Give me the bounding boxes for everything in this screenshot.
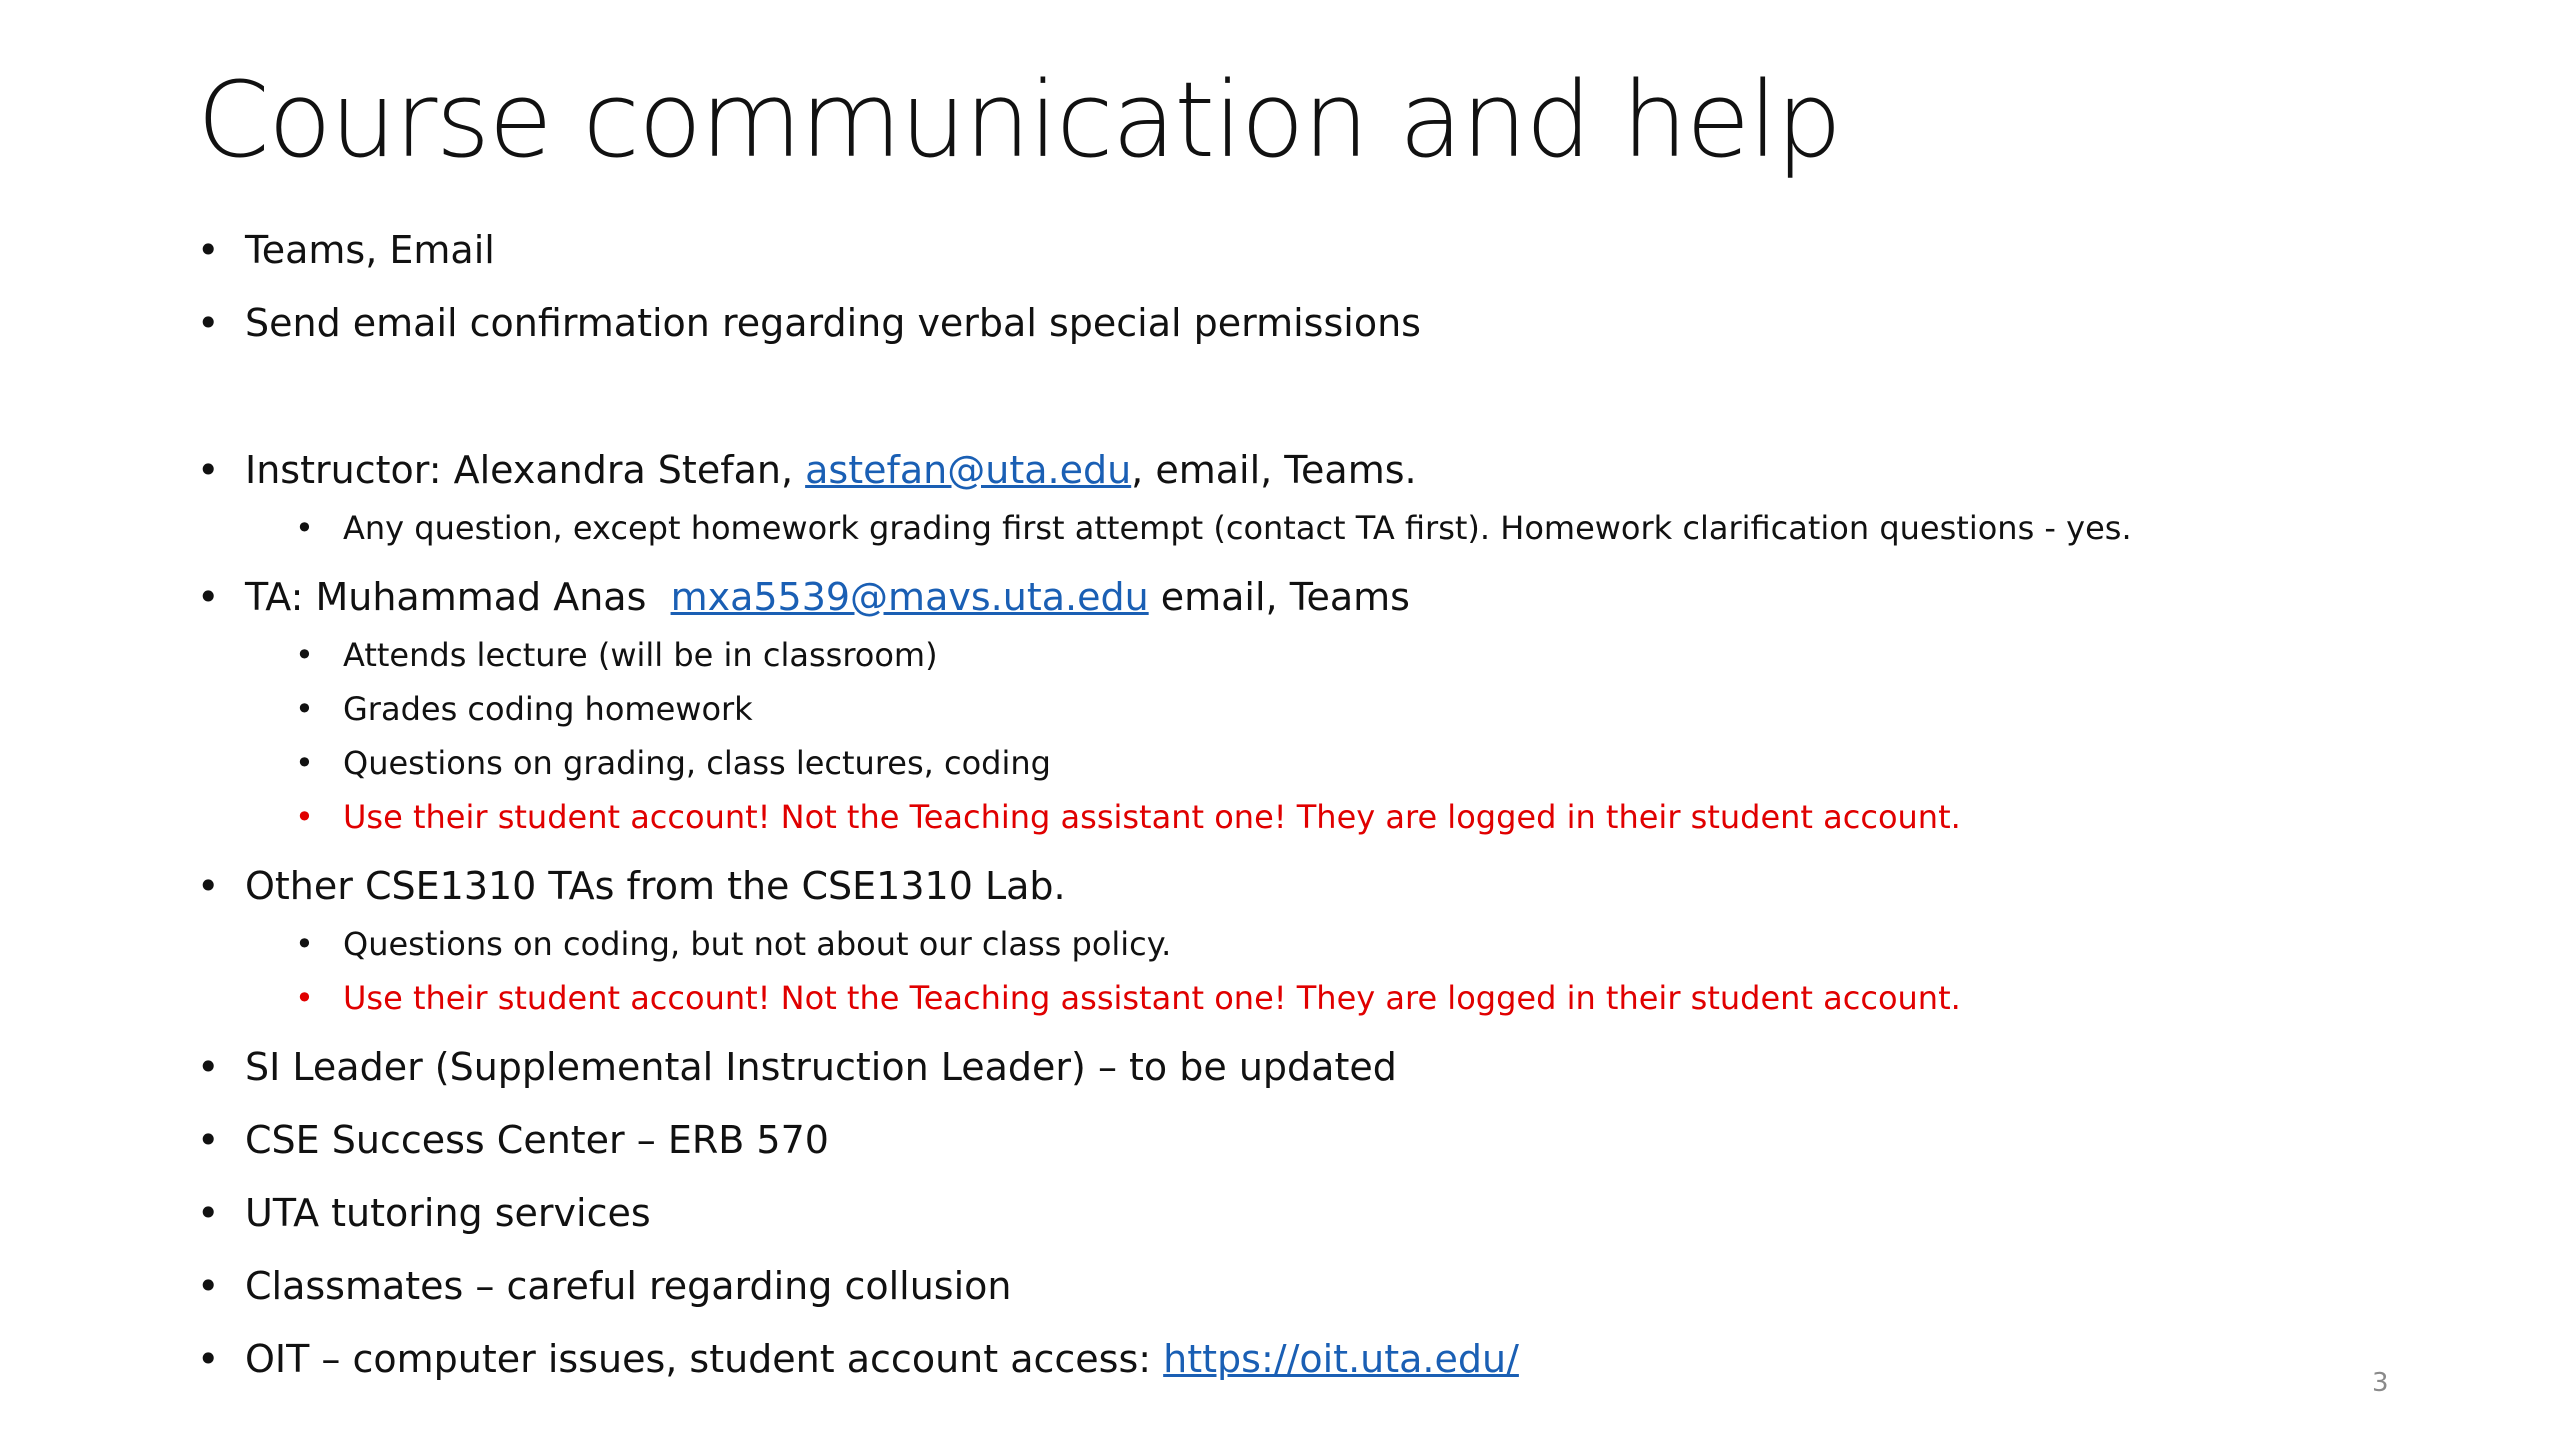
bullet-text: UTA tutoring services	[245, 1191, 651, 1235]
bullet-teams-email	[197, 224, 2397, 276]
bullet-dot-icon: •	[295, 690, 314, 728]
bullet-dot-icon: •	[197, 1264, 220, 1308]
sub-bullet-other-tas-questions	[197, 922, 2397, 966]
bullet-text: Other CSE1310 TAs from the CSE1310 Lab.	[245, 864, 1066, 908]
warning-text: Use their student account! Not the Teaching assistant one! They are logged in their student account.	[343, 798, 1961, 836]
bullet-dot-icon: •	[197, 864, 220, 908]
bullet-dot-icon: •	[197, 1191, 220, 1235]
bullet-text: Teams, Email	[245, 228, 495, 272]
oit-prefix: OIT – computer issues, student account access:	[245, 1337, 1164, 1381]
bullet-dot-icon: •	[197, 1118, 220, 1162]
bullet-dot-icon: •	[295, 636, 314, 674]
sub-bullet-ta-grades	[197, 687, 2397, 731]
bullet-dot-icon: •	[295, 744, 314, 782]
bullet-send-email	[197, 297, 2397, 349]
sub-bullet-other-tas-warning	[197, 976, 2397, 1020]
bullet-oit	[197, 1333, 2397, 1385]
bullet-dot-icon: •	[197, 448, 220, 492]
instructor-suffix: , email, Teams.	[1131, 448, 1417, 492]
bullet-text: Send email confirmation regarding verbal special permissions	[245, 301, 1421, 345]
sub-bullet-ta-warning	[197, 795, 2397, 839]
bullet-dot-icon: •	[197, 575, 220, 619]
bullet-dot-icon: •	[197, 301, 220, 345]
oit-link[interactable]: https://oit.uta.edu/	[1163, 1337, 1519, 1381]
bullet-dot-icon: •	[295, 509, 314, 547]
ta-prefix: TA: Muhammad Anas	[245, 575, 671, 619]
bullet-tutoring	[197, 1187, 2397, 1239]
bullet-text: CSE Success Center – ERB 570	[245, 1118, 829, 1162]
bullet-success-center	[197, 1114, 2397, 1166]
bullet-dot-icon: •	[197, 1337, 220, 1381]
ta-email-link[interactable]: mxa5539@mavs.uta.edu	[670, 575, 1149, 619]
bullet-dot-icon: •	[197, 228, 220, 272]
sub-bullet-text: Grades coding homework	[343, 690, 753, 728]
sub-bullet-text: Questions on coding, but not about our class policy.	[343, 925, 1172, 963]
page-number: 3	[2372, 1368, 2389, 1398]
sub-bullet-text: Attends lecture (will be in classroom)	[343, 636, 938, 674]
sub-bullet-ta-attends	[197, 633, 2397, 677]
bullet-dot-icon: •	[295, 925, 314, 963]
bullet-si-leader	[197, 1041, 2397, 1093]
sub-bullet-text: Any question, except homework grading first attempt (contact TA first). Homework clarification questions - yes.	[343, 509, 2132, 547]
ta-suffix: email, Teams	[1148, 575, 1410, 619]
bullet-list	[197, 224, 2397, 1385]
instructor-prefix: Instructor: Alexandra Stefan,	[245, 448, 806, 492]
instructor-email-link[interactable]: astefan@uta.edu	[805, 448, 1132, 492]
bullet-instructor	[197, 444, 2397, 496]
bullet-classmates	[197, 1260, 2397, 1312]
bullet-other-tas	[197, 860, 2397, 912]
slide-title: Course communication and help	[197, 59, 1841, 181]
bullet-dot-icon: •	[295, 979, 314, 1017]
warning-text: Use their student account! Not the Teaching assistant one! They are logged in their student account.	[343, 979, 1961, 1017]
bullet-dot-icon: •	[197, 1045, 220, 1089]
bullet-ta	[197, 571, 2397, 623]
sub-bullet-ta-questions	[197, 741, 2397, 785]
bullet-text: SI Leader (Supplemental Instruction Leader) – to be updated	[245, 1045, 1397, 1089]
sub-bullet-instructor-questions	[197, 506, 2397, 550]
bullet-text: Classmates – careful regarding collusion	[245, 1264, 1012, 1308]
bullet-dot-icon: •	[295, 798, 314, 836]
sub-bullet-text: Questions on grading, class lectures, coding	[343, 744, 1051, 782]
